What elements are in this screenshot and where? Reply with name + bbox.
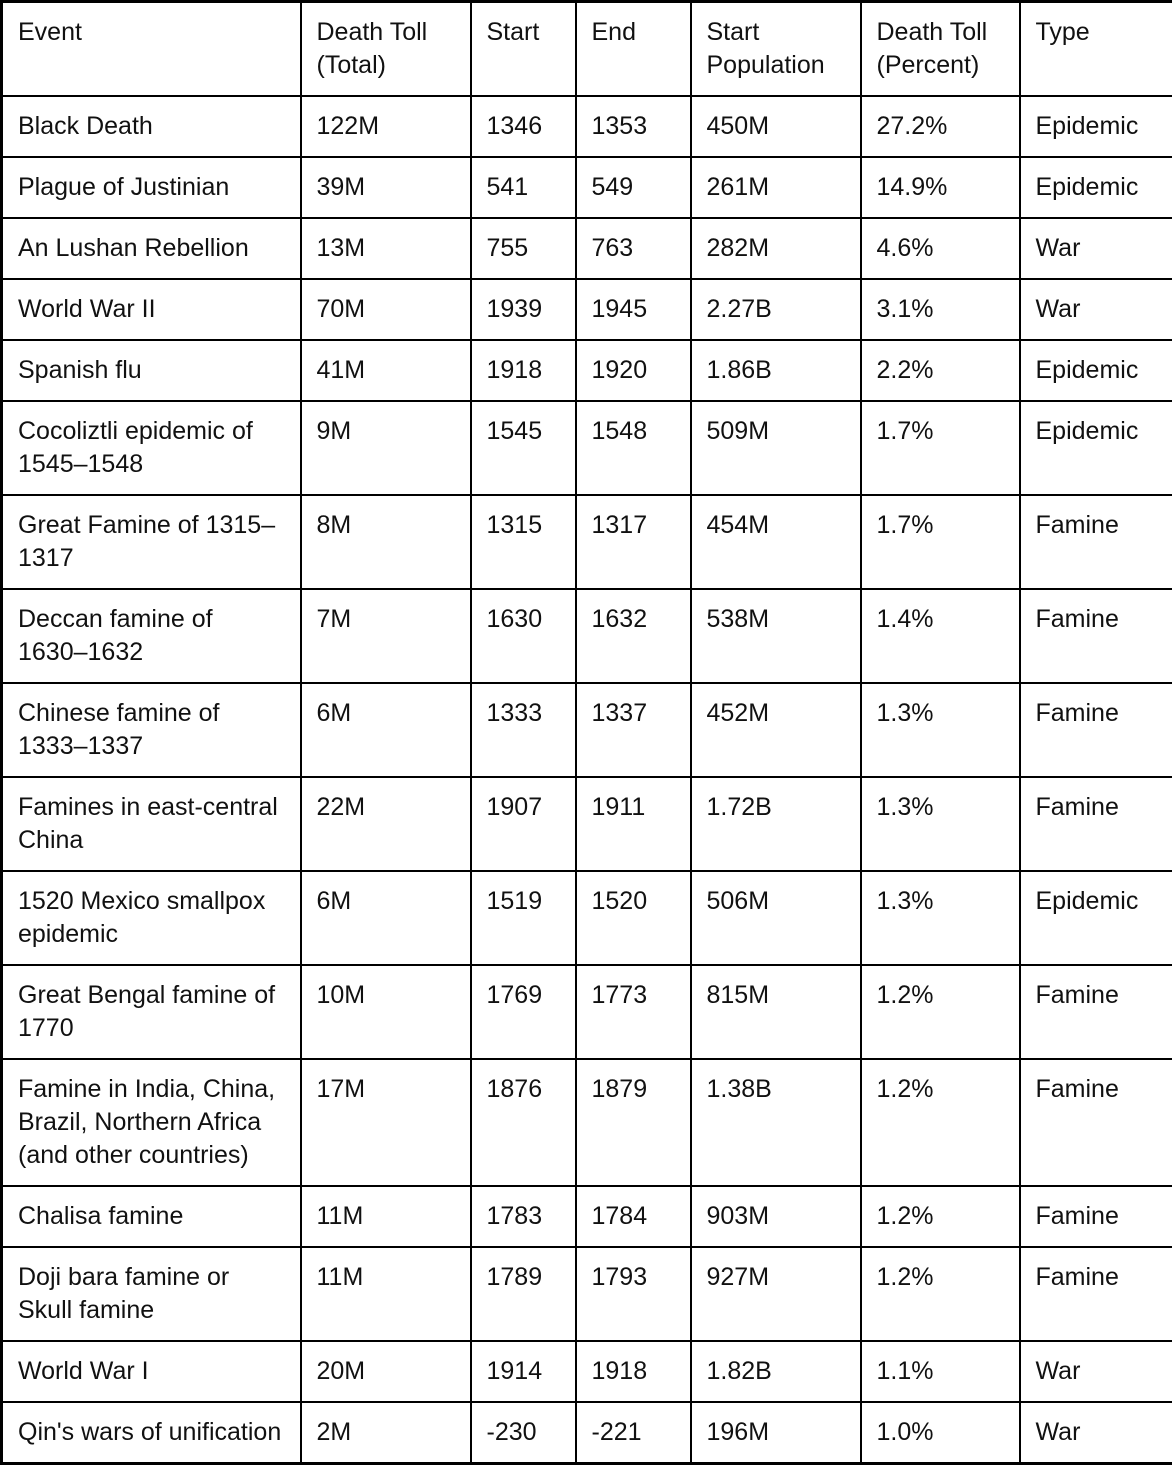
cell-end: 1548 <box>576 401 691 495</box>
cell-event: Black Death <box>2 96 301 157</box>
cell-type: Epidemic <box>1020 96 1172 157</box>
column-header-end: End <box>576 2 691 97</box>
cell-death_toll_percent: 1.7% <box>861 401 1020 495</box>
cell-event: Plague of Justinian <box>2 157 301 218</box>
cell-death_toll_total: 8M <box>301 495 471 589</box>
cell-death_toll_total: 70M <box>301 279 471 340</box>
cell-start_population: 454M <box>691 495 861 589</box>
table-row <box>2 218 1172 279</box>
cell-start_population: 538M <box>691 589 861 683</box>
cell-end: 1920 <box>576 340 691 401</box>
cell-start_population: 1.38B <box>691 1059 861 1186</box>
cell-event: Great Bengal famine of 1770 <box>2 965 301 1059</box>
cell-death_toll_percent: 1.2% <box>861 1186 1020 1247</box>
cell-start_population: 1.86B <box>691 340 861 401</box>
cell-type: Epidemic <box>1020 871 1172 965</box>
cell-event: Famines in east-central China <box>2 777 301 871</box>
cell-death_toll_total: 2M <box>301 1402 471 1464</box>
cell-event: Qin's wars of unification <box>2 1402 301 1464</box>
table-row <box>2 157 1172 218</box>
table-row <box>2 1402 1172 1464</box>
cell-death_toll_percent: 1.4% <box>861 589 1020 683</box>
column-header-event: Event <box>2 2 301 97</box>
cell-death_toll_total: 13M <box>301 218 471 279</box>
cell-type: Famine <box>1020 683 1172 777</box>
cell-death_toll_percent: 1.7% <box>861 495 1020 589</box>
cell-death_toll_percent: 14.9% <box>861 157 1020 218</box>
cell-death_toll_total: 22M <box>301 777 471 871</box>
cell-death_toll_total: 122M <box>301 96 471 157</box>
cell-type: Famine <box>1020 1186 1172 1247</box>
cell-end: 1911 <box>576 777 691 871</box>
cell-death_toll_percent: 1.0% <box>861 1402 1020 1464</box>
cell-death_toll_percent: 1.3% <box>861 683 1020 777</box>
cell-end: 1945 <box>576 279 691 340</box>
cell-start: 1333 <box>471 683 576 777</box>
cell-end: 549 <box>576 157 691 218</box>
cell-end: -221 <box>576 1402 691 1464</box>
table-row <box>2 1059 1172 1186</box>
cell-start_population: 450M <box>691 96 861 157</box>
cell-start_population: 1.82B <box>691 1341 861 1402</box>
table-row <box>2 589 1172 683</box>
cell-start: 1769 <box>471 965 576 1059</box>
cell-death_toll_percent: 2.2% <box>861 340 1020 401</box>
cell-death_toll_total: 41M <box>301 340 471 401</box>
cell-start_population: 1.72B <box>691 777 861 871</box>
cell-type: War <box>1020 279 1172 340</box>
cell-end: 1520 <box>576 871 691 965</box>
cell-start_population: 903M <box>691 1186 861 1247</box>
cell-death_toll_total: 11M <box>301 1247 471 1341</box>
table-row <box>2 1247 1172 1341</box>
cell-death_toll_total: 11M <box>301 1186 471 1247</box>
cell-start_population: 815M <box>691 965 861 1059</box>
cell-start: 1876 <box>471 1059 576 1186</box>
cell-start: 1783 <box>471 1186 576 1247</box>
cell-type: Famine <box>1020 495 1172 589</box>
cell-start_population: 506M <box>691 871 861 965</box>
table-row <box>2 495 1172 589</box>
cell-start_population: 452M <box>691 683 861 777</box>
cell-end: 1317 <box>576 495 691 589</box>
cell-death_toll_percent: 1.3% <box>861 871 1020 965</box>
cell-start_population: 509M <box>691 401 861 495</box>
cell-event: Chalisa famine <box>2 1186 301 1247</box>
cell-death_toll_total: 10M <box>301 965 471 1059</box>
cell-death_toll_percent: 27.2% <box>861 96 1020 157</box>
cell-type: Famine <box>1020 965 1172 1059</box>
cell-start: 1346 <box>471 96 576 157</box>
table-row <box>2 401 1172 495</box>
table-row <box>2 683 1172 777</box>
cell-start: -230 <box>471 1402 576 1464</box>
cell-death_toll_percent: 1.2% <box>861 1059 1020 1186</box>
cell-start: 1545 <box>471 401 576 495</box>
table-row <box>2 340 1172 401</box>
cell-start: 1914 <box>471 1341 576 1402</box>
cell-end: 1784 <box>576 1186 691 1247</box>
cell-type: Epidemic <box>1020 401 1172 495</box>
cell-type: War <box>1020 1341 1172 1402</box>
column-header-start_population: Start Population <box>691 2 861 97</box>
cell-type: Famine <box>1020 1247 1172 1341</box>
cell-event: Chinese famine of 1333–1337 <box>2 683 301 777</box>
cell-start_population: 261M <box>691 157 861 218</box>
cell-start_population: 282M <box>691 218 861 279</box>
cell-death_toll_percent: 1.3% <box>861 777 1020 871</box>
cell-start: 1789 <box>471 1247 576 1341</box>
cell-start: 1315 <box>471 495 576 589</box>
cell-death_toll_total: 6M <box>301 683 471 777</box>
cell-death_toll_percent: 4.6% <box>861 218 1020 279</box>
cell-death_toll_total: 39M <box>301 157 471 218</box>
cell-death_toll_percent: 1.2% <box>861 965 1020 1059</box>
cell-event: An Lushan Rebellion <box>2 218 301 279</box>
table-row <box>2 1186 1172 1247</box>
column-header-death_toll_percent: Death Toll (Percent) <box>861 2 1020 97</box>
table-row <box>2 965 1172 1059</box>
column-header-start: Start <box>471 2 576 97</box>
cell-event: Spanish flu <box>2 340 301 401</box>
header-row <box>2 2 1172 97</box>
cell-start: 1907 <box>471 777 576 871</box>
table-row <box>2 279 1172 340</box>
cell-start: 1939 <box>471 279 576 340</box>
cell-start: 1519 <box>471 871 576 965</box>
table-row <box>2 1341 1172 1402</box>
table-row <box>2 96 1172 157</box>
column-header-type: Type <box>1020 2 1172 97</box>
cell-death_toll_percent: 3.1% <box>861 279 1020 340</box>
cell-type: Famine <box>1020 1059 1172 1186</box>
cell-type: Famine <box>1020 777 1172 871</box>
cell-end: 1632 <box>576 589 691 683</box>
cell-start: 1918 <box>471 340 576 401</box>
cell-start: 1630 <box>471 589 576 683</box>
cell-end: 763 <box>576 218 691 279</box>
cell-start_population: 927M <box>691 1247 861 1341</box>
cell-type: Epidemic <box>1020 157 1172 218</box>
cell-end: 1337 <box>576 683 691 777</box>
cell-type: War <box>1020 1402 1172 1464</box>
cell-death_toll_total: 7M <box>301 589 471 683</box>
table-row <box>2 871 1172 965</box>
cell-death_toll_total: 17M <box>301 1059 471 1186</box>
cell-end: 1918 <box>576 1341 691 1402</box>
cell-death_toll_percent: 1.2% <box>861 1247 1020 1341</box>
cell-event: 1520 Mexico smallpox epidemic <box>2 871 301 965</box>
cell-end: 1879 <box>576 1059 691 1186</box>
cell-death_toll_total: 9M <box>301 401 471 495</box>
cell-start: 541 <box>471 157 576 218</box>
table-row <box>2 777 1172 871</box>
cell-death_toll_percent: 1.1% <box>861 1341 1020 1402</box>
cell-event: World War I <box>2 1341 301 1402</box>
cell-type: War <box>1020 218 1172 279</box>
cell-event: Cocoliztli epidemic of 1545–1548 <box>2 401 301 495</box>
cell-type: Famine <box>1020 589 1172 683</box>
cell-event: Doji bara famine or Skull famine <box>2 1247 301 1341</box>
cell-end: 1793 <box>576 1247 691 1341</box>
cell-event: Deccan famine of 1630–1632 <box>2 589 301 683</box>
cell-end: 1773 <box>576 965 691 1059</box>
cell-start_population: 2.27B <box>691 279 861 340</box>
table-body <box>2 96 1172 1464</box>
cell-event: Famine in India, China, Brazil, Northern Africa (and other countries) <box>2 1059 301 1186</box>
cell-type: Epidemic <box>1020 340 1172 401</box>
cell-death_toll_total: 6M <box>301 871 471 965</box>
cell-end: 1353 <box>576 96 691 157</box>
cell-start_population: 196M <box>691 1402 861 1464</box>
cell-event: Great Famine of 1315–1317 <box>2 495 301 589</box>
column-header-death_toll_total: Death Toll (Total) <box>301 2 471 97</box>
cell-start: 755 <box>471 218 576 279</box>
cell-death_toll_total: 20M <box>301 1341 471 1402</box>
cell-event: World War II <box>2 279 301 340</box>
